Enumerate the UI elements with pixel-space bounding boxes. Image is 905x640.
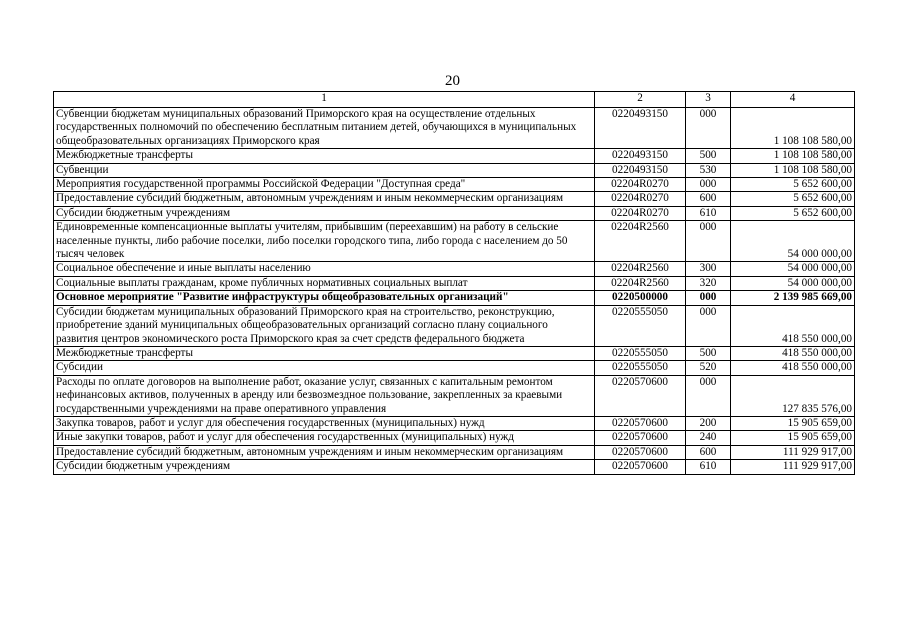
row-code: 0220555050 [595, 346, 686, 360]
row-amount: 418 550 000,00 [731, 346, 855, 360]
row-code: 0220500000 [595, 291, 686, 305]
table-row [54, 206, 855, 220]
column-header-4: 4 [731, 92, 855, 108]
row-name: Субсидии [54, 361, 595, 375]
row-code: 0220570600 [595, 445, 686, 459]
row-code: 02204R0270 [595, 178, 686, 192]
table-row [54, 375, 855, 416]
row-code: 02204R0270 [595, 206, 686, 220]
table-row [54, 346, 855, 360]
page-number: 20 [445, 73, 460, 89]
row-amount: 54 000 000,00 [731, 276, 855, 290]
row-type: 520 [686, 361, 731, 375]
row-type: 000 [686, 108, 731, 149]
row-amount: 418 550 000,00 [731, 361, 855, 375]
column-header-1: 1 [54, 92, 595, 108]
row-name: Расходы по оплате договоров на выполнение работ, оказание услуг, связанных с капитальным ремонтом нефинансовых активов, полученных в аренду или безвозмездное пользование, закрепленных за краевыми государственными учреждениями на праве оперативного управления [54, 375, 595, 416]
row-name: Субвенции бюджетам муниципальных образований Приморского края на осуществление отдельных государственных полномочий по обеспечению бесплатным питанием детей, обучающихся в муниципальных общеобразовательных организациях Приморского края [54, 108, 595, 149]
row-code: 02204R2560 [595, 221, 686, 262]
row-code: 0220493150 [595, 163, 686, 177]
row-type: 600 [686, 445, 731, 459]
row-name: Предоставление субсидий бюджетным, автономным учреждениям и иным некоммерческим организациям [54, 192, 595, 206]
table-row [54, 149, 855, 163]
table-row [54, 108, 855, 149]
row-amount: 1 108 108 580,00 [731, 163, 855, 177]
table-row [54, 178, 855, 192]
row-type: 240 [686, 431, 731, 445]
row-code: 0220570600 [595, 375, 686, 416]
row-name: Социальное обеспечение и иные выплаты населению [54, 262, 595, 276]
table-row [54, 262, 855, 276]
table-row [54, 192, 855, 206]
row-amount: 5 652 600,00 [731, 192, 855, 206]
row-name: Единовременные компенсационные выплаты учителям, прибывшим (переехавшим) на работу в сельские населенные пункты, либо рабочие поселки, либо поселки городского типа, либо города с населением до 50 тысяч человек [54, 221, 595, 262]
row-code: 0220493150 [595, 149, 686, 163]
table-row [54, 431, 855, 445]
table-row [54, 221, 855, 262]
row-type: 000 [686, 221, 731, 262]
row-amount: 111 929 917,00 [731, 460, 855, 474]
row-amount: 1 108 108 580,00 [731, 149, 855, 163]
row-name: Субвенции [54, 163, 595, 177]
table-row [54, 416, 855, 430]
row-amount: 1 108 108 580,00 [731, 108, 855, 149]
table-row [54, 460, 855, 474]
row-type: 610 [686, 206, 731, 220]
row-code: 02204R2560 [595, 262, 686, 276]
row-type: 000 [686, 178, 731, 192]
table-row [54, 445, 855, 459]
row-amount: 5 652 600,00 [731, 178, 855, 192]
row-amount: 5 652 600,00 [731, 206, 855, 220]
table-row [54, 361, 855, 375]
row-code: 02204R0270 [595, 192, 686, 206]
row-type: 000 [686, 305, 731, 346]
table-row [54, 276, 855, 290]
row-name: Субсидии бюджетным учреждениям [54, 206, 595, 220]
row-amount: 127 835 576,00 [731, 375, 855, 416]
column-header-2: 2 [595, 92, 686, 108]
row-name: Закупка товаров, работ и услуг для обеспечения государственных (муниципальных) нужд [54, 416, 595, 430]
row-code: 0220493150 [595, 108, 686, 149]
row-type: 000 [686, 291, 731, 305]
row-type: 300 [686, 262, 731, 276]
row-amount: 54 000 000,00 [731, 221, 855, 262]
row-type: 600 [686, 192, 731, 206]
column-header-3: 3 [686, 92, 731, 108]
row-name: Межбюджетные трансферты [54, 149, 595, 163]
table-header-row [54, 92, 855, 108]
row-amount: 15 905 659,00 [731, 416, 855, 430]
row-type: 530 [686, 163, 731, 177]
row-type: 500 [686, 346, 731, 360]
row-name: Предоставление субсидий бюджетным, автономным учреждениям и иным некоммерческим организациям [54, 445, 595, 459]
row-type: 320 [686, 276, 731, 290]
row-code: 02204R2560 [595, 276, 686, 290]
row-code: 0220570600 [595, 416, 686, 430]
table-row [54, 305, 855, 346]
row-code: 0220570600 [595, 431, 686, 445]
row-type: 000 [686, 375, 731, 416]
row-name: Основное мероприятие "Развитие инфраструктуры общеобразовательных организаций" [54, 291, 595, 305]
row-amount: 418 550 000,00 [731, 305, 855, 346]
row-amount: 54 000 000,00 [731, 262, 855, 276]
row-name: Субсидии бюджетным учреждениям [54, 460, 595, 474]
row-code: 0220570600 [595, 460, 686, 474]
row-amount: 111 929 917,00 [731, 445, 855, 459]
table-row [54, 163, 855, 177]
row-name: Социальные выплаты гражданам, кроме публичных нормативных социальных выплат [54, 276, 595, 290]
row-name: Межбюджетные трансферты [54, 346, 595, 360]
row-name: Иные закупки товаров, работ и услуг для обеспечения государственных (муниципальных) нужд [54, 431, 595, 445]
row-type: 200 [686, 416, 731, 430]
row-type: 610 [686, 460, 731, 474]
row-amount: 2 139 985 669,00 [731, 291, 855, 305]
row-name: Мероприятия государственной программы Российской Федерации "Доступная среда" [54, 178, 595, 192]
table-body [54, 108, 855, 475]
row-name: Субсидии бюджетам муниципальных образований Приморского края на строительство, реконструкцию, приобретение зданий муниципальных общеобразовательных организаций согласно плану социального развития центров экономического роста Приморского края за счет средств федерального бюджета [54, 305, 595, 346]
row-type: 500 [686, 149, 731, 163]
row-code: 0220555050 [595, 305, 686, 346]
row-code: 0220555050 [595, 361, 686, 375]
budget-table [53, 91, 855, 475]
table-row [54, 291, 855, 305]
row-amount: 15 905 659,00 [731, 431, 855, 445]
